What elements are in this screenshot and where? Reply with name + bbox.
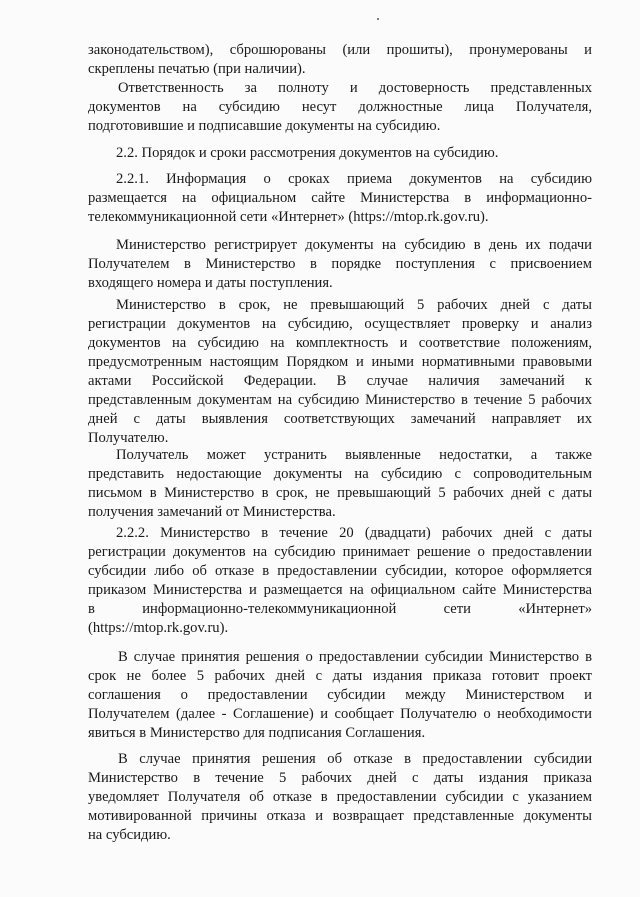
text-line: В случае принятия решения об отказе в предоставлении субсидии [118,751,592,767]
text-line: Министерство регистрирует документы на субсидию в день их подачи [116,237,592,253]
text-line: срок не более 5 рабочих дней с даты издания приказа готовит проект [88,668,592,684]
text-line: предусмотренным настоящим Порядком и иными нормативными правовыми [88,354,592,370]
text-line: регистрации документов на субсидию, осуществляет проверку и анализ [88,316,592,332]
paragraph-grant-decision [88,648,592,743]
text-line: в информационно-телекоммуникационной сети «Интернет» [88,601,592,617]
text-line: мотивированной причины отказа и возвращает представленные документы [88,808,592,824]
text-line: В случае принятия решения о предоставлении субсидии Министерство в [118,649,592,665]
paragraph-registration [88,236,592,293]
scan-speck [377,18,379,20]
text-line: Ответственность за полноту и достоверность представленных [118,80,592,96]
text-line: Получатель может устранить выявленные недостатки, а также [116,447,592,463]
text-line: на субсидию. [88,827,171,843]
text-line: представленным документам на субсидию Министерство в течение 5 рабочих [88,392,592,408]
text-line: актами Российской Федерации. В случае наличия замечаний к [88,373,592,389]
text-line: уведомляет Получателя об отказе в предоставлении субсидии с указанием [88,789,592,805]
section-heading-2-2 [88,144,592,163]
text-line: явиться в Министерство для подписания Соглашения. [88,725,426,741]
text-line: Получателю. [88,430,169,446]
paragraph-responsibility [88,79,592,136]
paragraph-2-2-2 [88,524,592,638]
text-line: письмом в Министерство в срок, не превышающий 5 рабочих дней с даты [88,485,592,501]
text-line: получения замечаний от Министерства. [88,504,336,520]
text-line: 2.2.2. Министерство в течение 20 (двадцати) рабочих дней с даты [116,525,592,541]
text-line: скреплены печатью (при наличии). [88,61,306,77]
text-line: (https://mtop.rk.gov.ru). [88,620,229,636]
paragraph-continuation [88,41,592,79]
text-line: законодательством), сброшюрованы (или прошиты), пронумерованы и [88,42,592,58]
text-line: размещается на официальном сайте Министерства в информационно- [88,190,592,206]
text-line: документов на субсидию несут должностные лица Получателя, [88,99,592,115]
paragraph-2-2-1 [88,170,592,227]
text-line: подготовившие и подписавшие документы на субсидию. [88,118,441,134]
text-line: регистрации документов на субсидию принимает решение о предоставлении [88,544,592,560]
paragraph-corrections [88,446,592,522]
text-line: 2.2. Порядок и сроки рассмотрения документов на субсидию. [116,145,499,161]
paragraph-review [88,296,592,448]
text-line: Министерство в срок, не превышающий 5 рабочих дней с даты [116,297,592,313]
text-line: дней с даты выявления соответствующих замечаний направляет их [88,411,592,427]
text-line: приказом Министерства и размещается на официальном сайте Министерства [88,582,592,598]
text-line: Получателем (далее - Соглашение) и сообщает Получателю о необходимости [88,706,592,722]
text-line: соглашения о предоставлении субсидии между Министерством и [88,687,592,703]
text-line: субсидии либо об отказе в предоставлении субсидии, которое оформляется [88,563,592,579]
paragraph-refusal-decision [88,750,592,845]
text-line: представить недостающие документы на субсидию с сопроводительным [88,466,592,482]
text-line: входящего номера и даты поступления. [88,275,333,291]
text-line: Министерство в течение 5 рабочих дней с даты издания приказа [88,770,592,786]
text-line: телекоммуникационной сети «Интернет» (https://mtop.rk.gov.ru). [88,209,489,225]
text-line: документов на субсидию на комплектность и соответствие положениям, [88,335,592,351]
text-line: 2.2.1. Информация о сроках приема документов на субсидию [116,171,592,187]
text-line: Получателем в Министерство в порядке поступления с присвоением [88,256,592,272]
